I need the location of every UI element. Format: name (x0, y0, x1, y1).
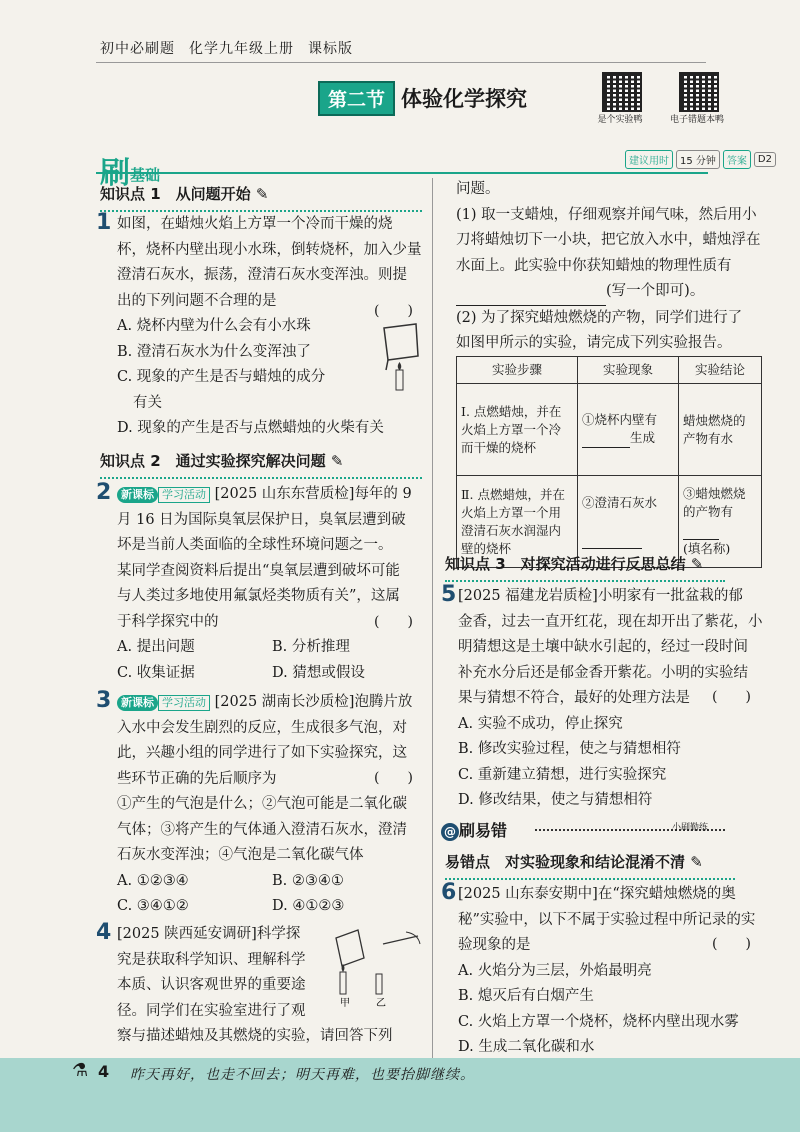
q1-option-b: B. 澄清石灰水为什么变浑浊了 (117, 343, 311, 360)
suggest-time (625, 150, 776, 169)
q3-option-b: B. ②③④① (272, 872, 344, 889)
q5-option-d: D. 修改结果，使之与猜想相符 (458, 792, 653, 808)
activity-tag: 学习活动 (158, 487, 210, 503)
q5-line: 补充水分后还是郁金香开紫花。小明的实验结 (458, 664, 748, 681)
q2-option-c: C. 收集证据 (117, 664, 195, 681)
q4-line: 科学探 (256, 926, 301, 942)
brush-rule (96, 172, 708, 174)
answer-page: D2 (754, 152, 776, 167)
q6-line: 验现象的是 (458, 937, 531, 953)
q4-part1: (1) 取一支蜡烛，仔细观察并闻气味，然后用小 (456, 206, 757, 223)
question-number: 3 (96, 688, 112, 713)
q3-line: 泡腾片放 (354, 694, 413, 710)
q4-part1: 水面上。此实验中你获知蜡烛的物理性质有 (456, 257, 732, 274)
book-header (100, 38, 353, 58)
q6-source: [2025 山东泰安期中] (458, 886, 598, 902)
book-edition: 课标版 (308, 41, 353, 57)
question-4-continued (456, 177, 766, 357)
easy-sub: 小刷勤练 (672, 823, 709, 833)
question-number: 1 (96, 210, 112, 235)
q2-line: 某同学查阅资料后提出“臭氧层遭到破坏可能 (117, 562, 400, 579)
question-number: 4 (96, 920, 112, 945)
q1-option-d: D. 现象的产生是否与点燃蜡烛的火柴有关 (117, 420, 384, 436)
figure-label-yi: 乙 (376, 998, 386, 1008)
error-title: 易错点 对实验现象和结论混淆不清 (445, 853, 686, 871)
q3-line: 入水中会发生剧烈的反应，生成很多气泡，对 (117, 719, 407, 736)
answer-blank[interactable]: ( ) (712, 689, 751, 705)
qr-code-icon[interactable] (679, 72, 719, 112)
q6-option-d: D. 生成二氧化碳和水 (458, 1039, 595, 1055)
answer-blank-property[interactable] (456, 279, 606, 306)
table-cell-phenomenon (578, 384, 679, 476)
q5-option-c: C. 重新建立猜想，进行实验探究 (458, 766, 667, 783)
suggest-value: 15 分钟 (676, 150, 720, 169)
error-point (445, 851, 735, 880)
q2-source: [2025 山东东营质检] (214, 486, 355, 502)
knowledge-point-3 (445, 553, 725, 582)
q3-line: 石灰水变浑浊；④气泡是二氧化碳气体 (117, 847, 364, 863)
q3-line: 气体；③将产生的气体通入澄清石灰水，澄清 (117, 821, 407, 838)
q3-option-d: D. ④①②③ (272, 898, 345, 914)
answer-blank[interactable]: ( ) (712, 936, 751, 952)
brush-main: 刷 (100, 156, 130, 191)
q2-option-b: B. 分析推理 (272, 639, 350, 655)
table-cell-step: Ⅰ. 点燃蜡烛，并在火焰上方罩一个冷而干燥的烧杯 (457, 384, 578, 476)
q5-line: 明猜想这是土壤中缺水引起的，经过一段时间 (458, 639, 748, 655)
book-subject: 化学九年级上册 (189, 41, 294, 57)
beaker-candle-figure (378, 322, 424, 392)
section-name: 体验化学探究 (401, 87, 528, 111)
table-cell-step: Ⅱ. 点燃蜡烛，并在火焰上方罩一个用澄清石灰水润湿内壁的烧杯 (457, 476, 578, 568)
q5-line: 小明家有一批盆栽的郁 (597, 588, 743, 604)
q3-option-a: A. ①②③④ (117, 872, 189, 889)
activity-tag: 学习活动 (158, 695, 210, 711)
q4-line: 察与描述蜡烛及其燃烧的实验，请回答下列 (117, 1028, 393, 1044)
cell-text: ②澄清石灰水 (582, 495, 658, 510)
q3-option-c: C. ③④①② (117, 898, 189, 914)
answer-blank[interactable]: ( ) (374, 770, 413, 786)
q5-line: 金香，过去一直开红花，现在却开出了紫花，小 (458, 613, 763, 630)
kp-title: 知识点 2 通过实验探究解决问题 (100, 452, 326, 470)
q4-line: 问题。 (456, 181, 500, 197)
easy-error-heading (441, 818, 507, 841)
cell-text: 生成 (630, 430, 656, 445)
knowledge-point-1 (100, 183, 422, 212)
cell-text: ①烧杯内壁有 (582, 412, 658, 427)
q6-option-b: B. 熄灭后有白烟产生 (458, 988, 594, 1004)
q3-source: [2025 湖南长沙质检] (214, 694, 355, 710)
cell-text: ③蜡烛燃烧的产物有 (683, 486, 746, 519)
q4-part2: 如图甲所示的实验，请完成下列实验报告。 (456, 335, 732, 351)
experiment-table (456, 356, 762, 568)
kp-title: 知识点 1 从问题开始 (100, 185, 251, 203)
answer-blank[interactable]: ( ) (374, 614, 413, 630)
q1-line: 澄清石灰水，振荡，澄清石灰水变浑浊。则提 (117, 267, 407, 283)
q2-line: 与人类过多地使用氟氯烃类物质有关”，这属 (117, 588, 400, 604)
q2-line: 每年的 9 (354, 486, 412, 502)
q6-line: 秘”实验中，以下不属于实验过程中所记录的实 (458, 911, 756, 928)
q4-part2: (2) 为了探究蜡烛燃烧的产物，同学们进行了 (456, 309, 743, 326)
q5-source: [2025 福建龙岩质检] (458, 588, 598, 604)
book-series: 初中必刷题 (100, 41, 175, 57)
answer-label: 答案 (723, 150, 751, 169)
q6-line: 在“探究蜡烛燃烧的奥 (597, 886, 736, 902)
q4-line: 本质、认识客观世界的重要途 (117, 977, 306, 993)
table-header: 实验步骤 (457, 357, 578, 384)
section-title (318, 82, 527, 114)
question-number: 5 (441, 582, 457, 607)
q6-option-c: C. 火焰上方罩一个烧杯，烧杯内壁出现水雾 (458, 1013, 739, 1030)
q1-option-c-cont: 有关 (133, 394, 162, 411)
q5-option-b: B. 修改实验过程，使之与猜想相符 (458, 741, 681, 757)
brush-sub: 基础 (130, 166, 161, 184)
question-3 (117, 690, 427, 920)
figure-label-jia: 甲 (340, 998, 350, 1008)
check-icon: ✎ (330, 452, 344, 470)
q5-line: 果与猜想不符合，最好的处理方法是 (458, 690, 690, 706)
cell-text: (填名称) (683, 541, 731, 556)
question-number: 6 (441, 880, 457, 905)
q1-option-a: A. 烧杯内壁为什么会有小水珠 (117, 318, 311, 334)
easy-icon: @ (441, 823, 459, 841)
q4-source: [2025 陕西延安调研] (117, 926, 257, 942)
page-number: 4 (98, 1062, 110, 1081)
flask-icon: ⚗ (72, 1060, 89, 1081)
qr-label: 电子错题本鸭 (669, 115, 724, 125)
q4-line: 究是获取科学知识、理解科学 (117, 951, 306, 968)
qr-label: 是个实验鸭 (597, 115, 643, 125)
table-header: 实验结论 (679, 357, 762, 384)
knowledge-point-2 (100, 450, 422, 479)
candle-experiment-figure (328, 928, 428, 1008)
section-label: 第二节 (318, 81, 395, 116)
table-header: 实验现象 (578, 357, 679, 384)
q3-line: 些环节正确的先后顺序为 (117, 770, 277, 787)
check-icon: ✎ (255, 185, 269, 203)
answer-blank[interactable] (582, 530, 642, 549)
column-divider (432, 178, 433, 1058)
q1-option-c: C. 现象的产生是否与蜡烛的成分 (117, 369, 326, 385)
q4-line: 径。同学们在实验室进行了观 (117, 1002, 306, 1019)
answer-blank[interactable]: ( ) (374, 303, 413, 319)
q1-line: 如图，在蜡烛火焰上方罩一个冷而干燥的烧 (117, 216, 393, 232)
answer-blank[interactable] (582, 429, 630, 448)
check-icon: ✎ (690, 555, 704, 573)
qr-block-1[interactable] (585, 72, 655, 125)
q3-line: 此，兴趣小组的同学进行了如下实验探究，这 (117, 745, 407, 761)
q1-line: 杯，烧杯内壁出现小水珠，倒转烧杯，加入少量 (117, 241, 422, 258)
answer-blank[interactable] (683, 521, 719, 540)
header-rule (96, 62, 706, 63)
q2-option-d: D. 猜想或假设 (272, 664, 365, 681)
q5-option-a: A. 实验不成功，停止探究 (458, 715, 623, 732)
new-curriculum-tag: 新课标 (117, 695, 158, 711)
q2-line: 坏是当前人类面临的全球性环境问题之一。 (117, 537, 393, 553)
qr-code-icon[interactable] (602, 72, 642, 112)
q4-part1: 刀将蜡烛切下一小块，把它放入水中，蜡烛浮在 (456, 232, 761, 248)
q4-part1: (写一个即可)。 (606, 283, 705, 299)
new-curriculum-tag: 新课标 (117, 487, 158, 503)
q3-line: ①产生的气泡是什么；②气泡可能是二氧化碳 (117, 796, 407, 812)
q1-line: 出的下列问题不合理的是 (117, 292, 277, 309)
qr-block-2[interactable] (662, 72, 732, 125)
table-cell-conclusion: 蜡烛燃烧的产物有水 (679, 384, 762, 476)
question-2 (117, 482, 427, 686)
footer-motto: 昨天再好，也走不回去；明天再难，也要抬脚继续。 (130, 1067, 475, 1083)
q2-option-a: A. 提出问题 (117, 639, 195, 655)
kp-title: 知识点 3 对探究活动进行反思总结 (445, 555, 686, 573)
q2-line: 于科学探究中的 (117, 613, 219, 630)
q2-line: 月 16 日为国际臭氧层保护日，臭氧层遭到破 (117, 511, 406, 528)
easy-label: 刷易错 (459, 821, 508, 840)
question-6 (458, 882, 768, 1061)
suggest-label: 建议用时 (625, 150, 673, 169)
question-number: 2 (96, 480, 112, 505)
q6-option-a: A. 火焰分为三层，外焰最明亮 (458, 962, 652, 979)
check-icon: ✎ (690, 853, 703, 871)
